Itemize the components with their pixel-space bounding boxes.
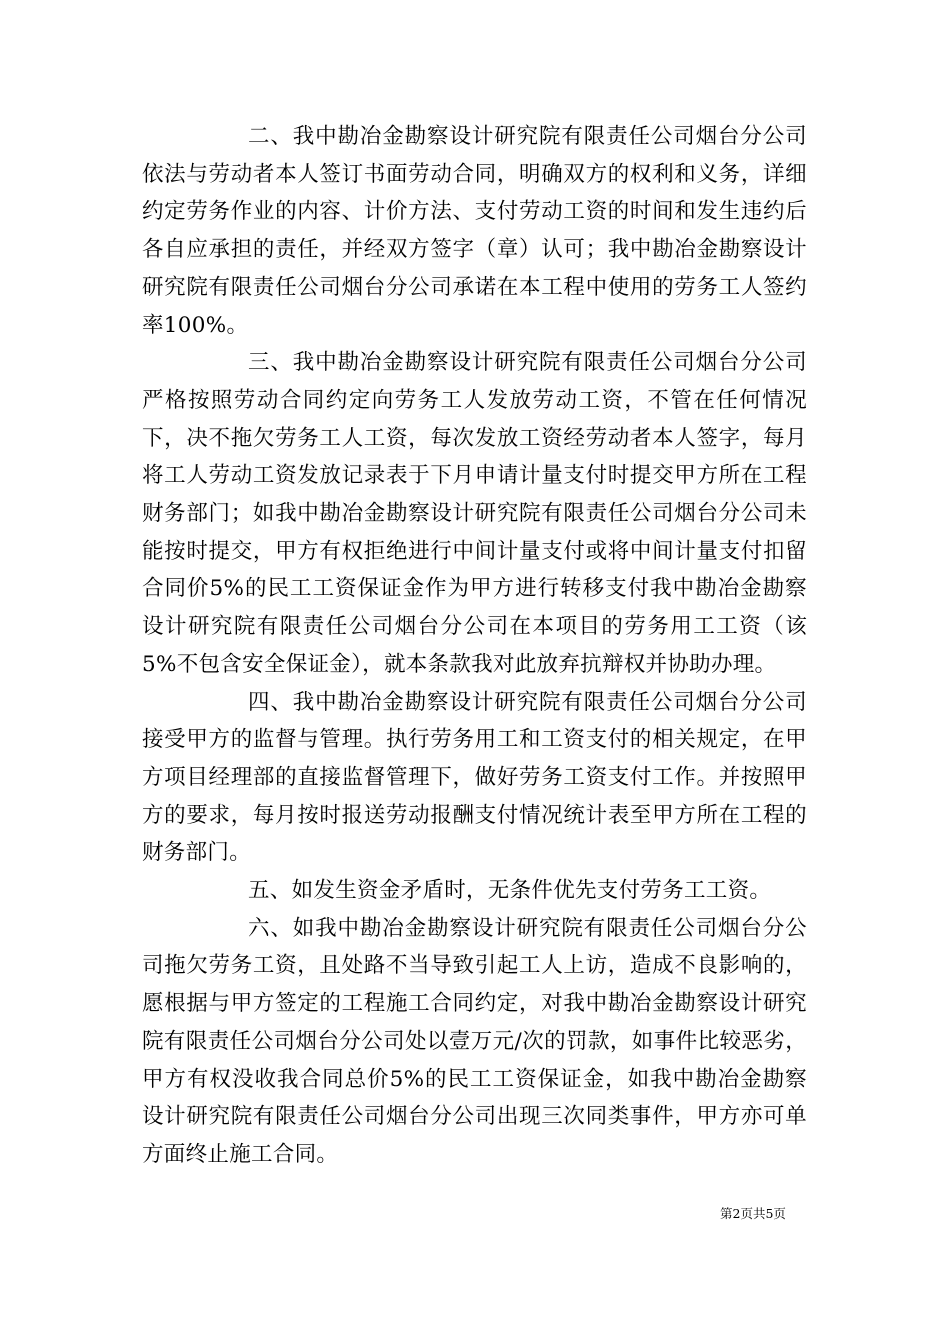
document-body bbox=[142, 118, 807, 1174]
paragraph-clause-4: 四、我中勘冶金勘察设计研究院有限责任公司烟台分公司接受甲方的监督与管理。执行劳务用工和工资支付的相关规定，在甲方项目经理部的直接监督管理下，做好劳务工资支付工作。并按照甲方的要求，每月按时报送劳动报酬支付情况统计表至甲方所在工程的财务部门。 bbox=[142, 689, 807, 866]
paragraph-clause-2: 二、我中勘冶金勘察设计研究院有限责任公司烟台分公司依法与劳动者本人签订书面劳动合同，明确双方的权利和义务，详细约定劳务作业的内容、计价方法、支付劳动工资的时间和发生违约后各自应承担的责任，并经双方签字（章）认可；我中勘冶金勘察设计研究院有限责任公司烟台分公司承诺在本工程中使用的劳务工人签约率100%。 bbox=[142, 124, 807, 338]
paragraph-clause-5: 五、如发生资金矛盾时，无条件优先支付劳务工工资。 bbox=[248, 878, 772, 904]
paragraph-clause-6: 六、如我中勘冶金勘察设计研究院有限责任公司烟台分公司拖欠劳务工资，且处路不当导致引起工人上访，造成不良影响的，愿根据与甲方签定的工程施工合同约定，对我中勘冶金勘察设计研究院有限责任公司烟台分公司处以壹万元/次的罚款，如事件比较恶劣，甲方有权没收我合同总价5%的民工工资保证金，如我中勘冶金勘察设计研究院有限责任公司烟台分公司出现三次同类事件，甲方亦可单方面终止施工合同。 bbox=[142, 915, 807, 1167]
paragraph-clause-3: 三、我中勘冶金勘察设计研究院有限责任公司烟台分公司严格按照劳动合同约定向劳务工人发放劳动工资，不管在任何情况下，决不拖欠劳务工人工资，每次发放工资经劳动者本人签字，每月将工人劳动工资发放记录表于下月申请计量支付时提交甲方所在工程财务部门；如我中勘冶金勘察设计研究院有限责任公司烟台分公司未能按时提交，甲方有权拒绝进行中间计量支付或将中间计量支付扣留合同价5%的民工工资保证金作为甲方进行转移支付我中勘冶金勘察设计研究院有限责任公司烟台分公司在本项目的劳务用工工资（该5%不包含安全保证金），就本条款我对此放弃抗辩权并协助办理。 bbox=[142, 350, 807, 677]
page-number: 第2页共5页 bbox=[720, 1206, 786, 1221]
